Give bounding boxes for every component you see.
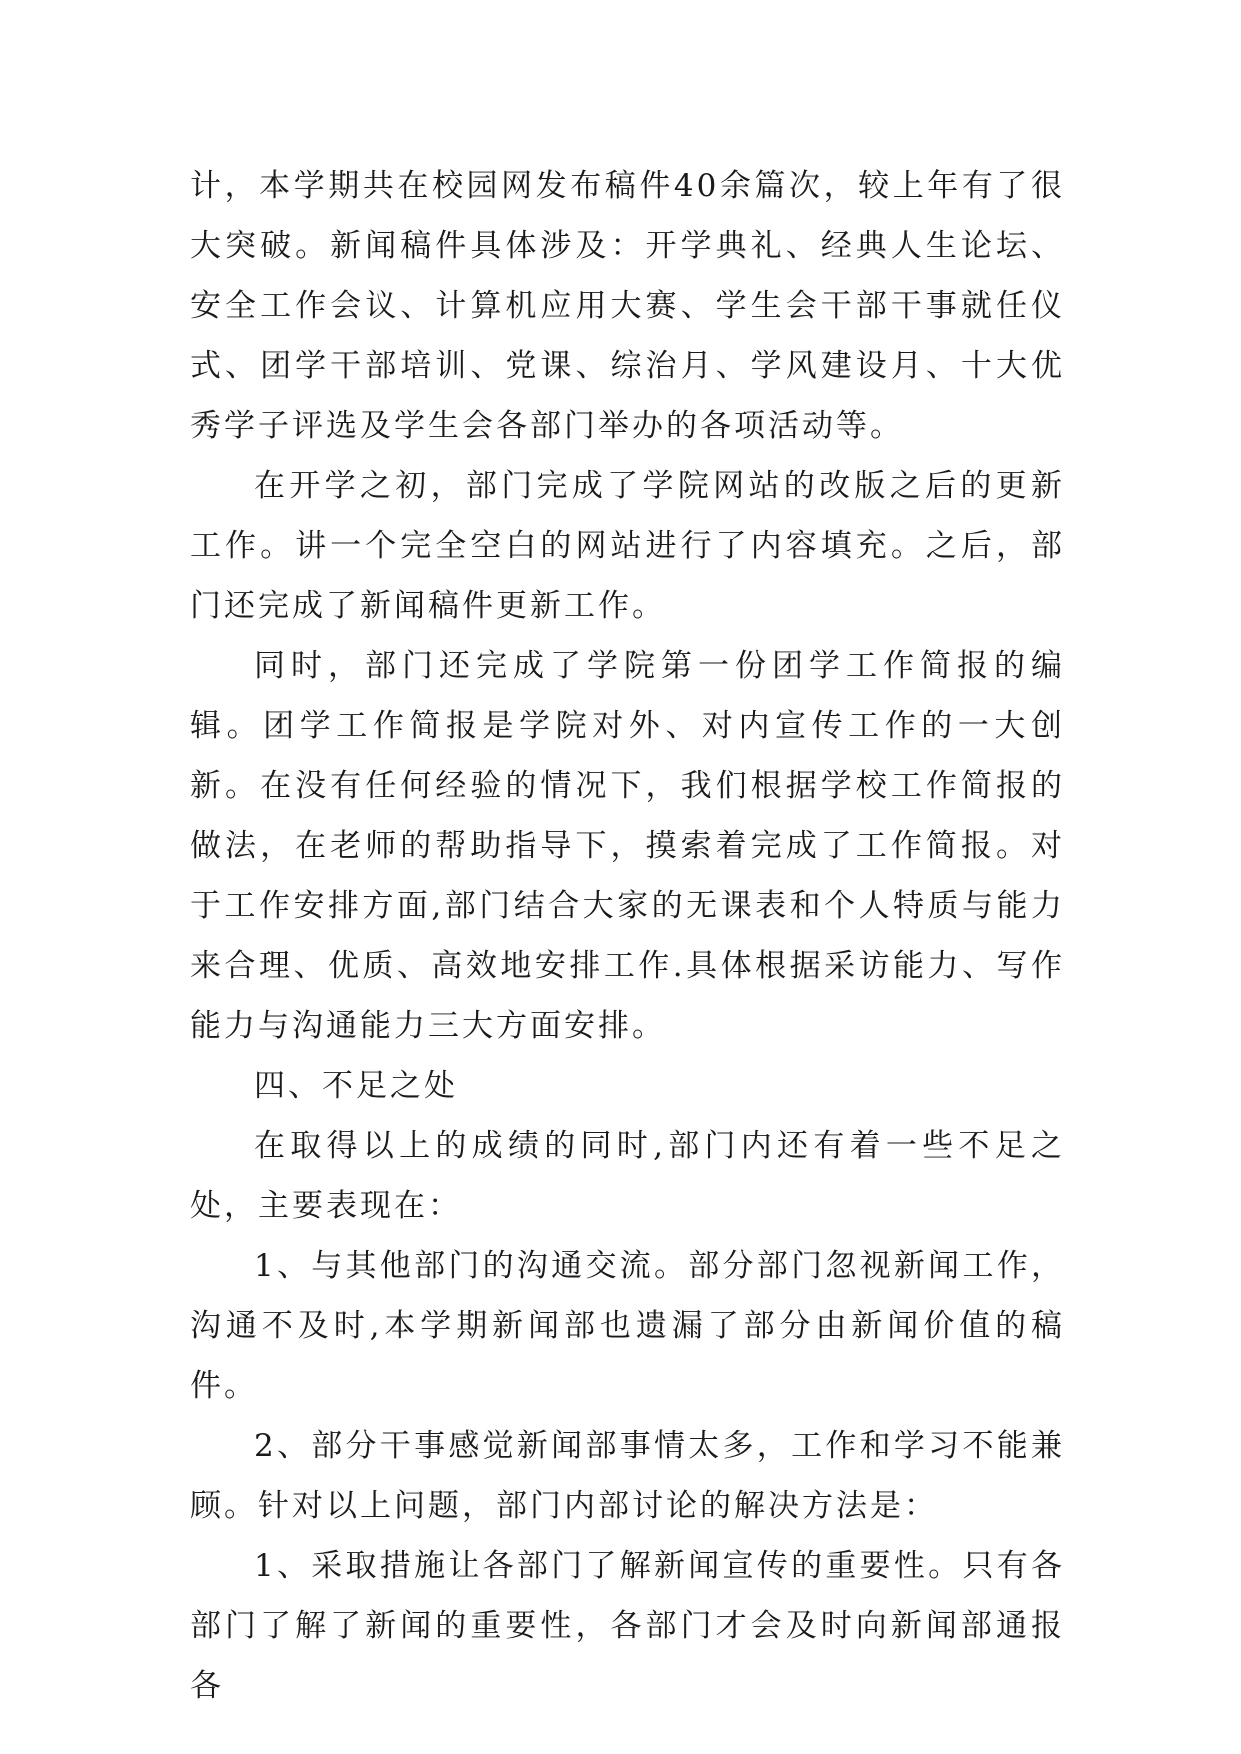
document-body <box>190 156 1065 1716</box>
paragraph-1: 计，本学期共在校园网发布稿件40余篇次，较上年有了很大突破。新闻稿件具体涉及：开学典礼、经典人生论坛、安全工作会议、计算机应用大赛、学生会干部干事就任仪式、团学干部培训、党课、综治月、学风建设月、十大优秀学子评选及学生会各部门举办的各项活动等。 <box>190 168 1065 444</box>
paragraph-2: 在开学之初，部门完成了学院网站的改版之后的更新工作。讲一个完全空白的网站进行了内容填充。之后，部门还完成了新闻稿件更新工作。 <box>190 468 1065 624</box>
paragraph-5: 在取得以上的成绩的同时,部门内还有着一些不足之处，主要表现在： <box>190 1128 1065 1224</box>
list-item-1: 1、与其他部门的沟通交流。部分部门忽视新闻工作，沟通不及时,本学期新闻部也遗漏了部分由新闻价值的稿件。 <box>190 1248 1065 1404</box>
solution-item-1: 1、采取措施让各部门了解新闻宣传的重要性。只有各部门了解了新闻的重要性，各部门才会及时向新闻部通报各 <box>190 1548 1065 1704</box>
section-heading-shortcomings: 四、不足之处 <box>254 1068 458 1104</box>
list-item-2: 2、部分干事感觉新闻部事情太多，工作和学习不能兼顾。针对以上问题，部门内部讨论的解决方法是： <box>190 1428 1065 1524</box>
paragraph-3: 同时，部门还完成了学院第一份团学工作简报的编辑。团学工作简报是学院对外、对内宣传工作的一大创新。在没有任何经验的情况下，我们根据学校工作简报的做法，在老师的帮助指导下，摸索着完成了工作简报。对于工作安排方面,部门结合大家的无课表和个人特质与能力来合理、优质、高效地安排工作.具体根据采访能力、写作能力与沟通能力三大方面安排。 <box>190 648 1065 1044</box>
